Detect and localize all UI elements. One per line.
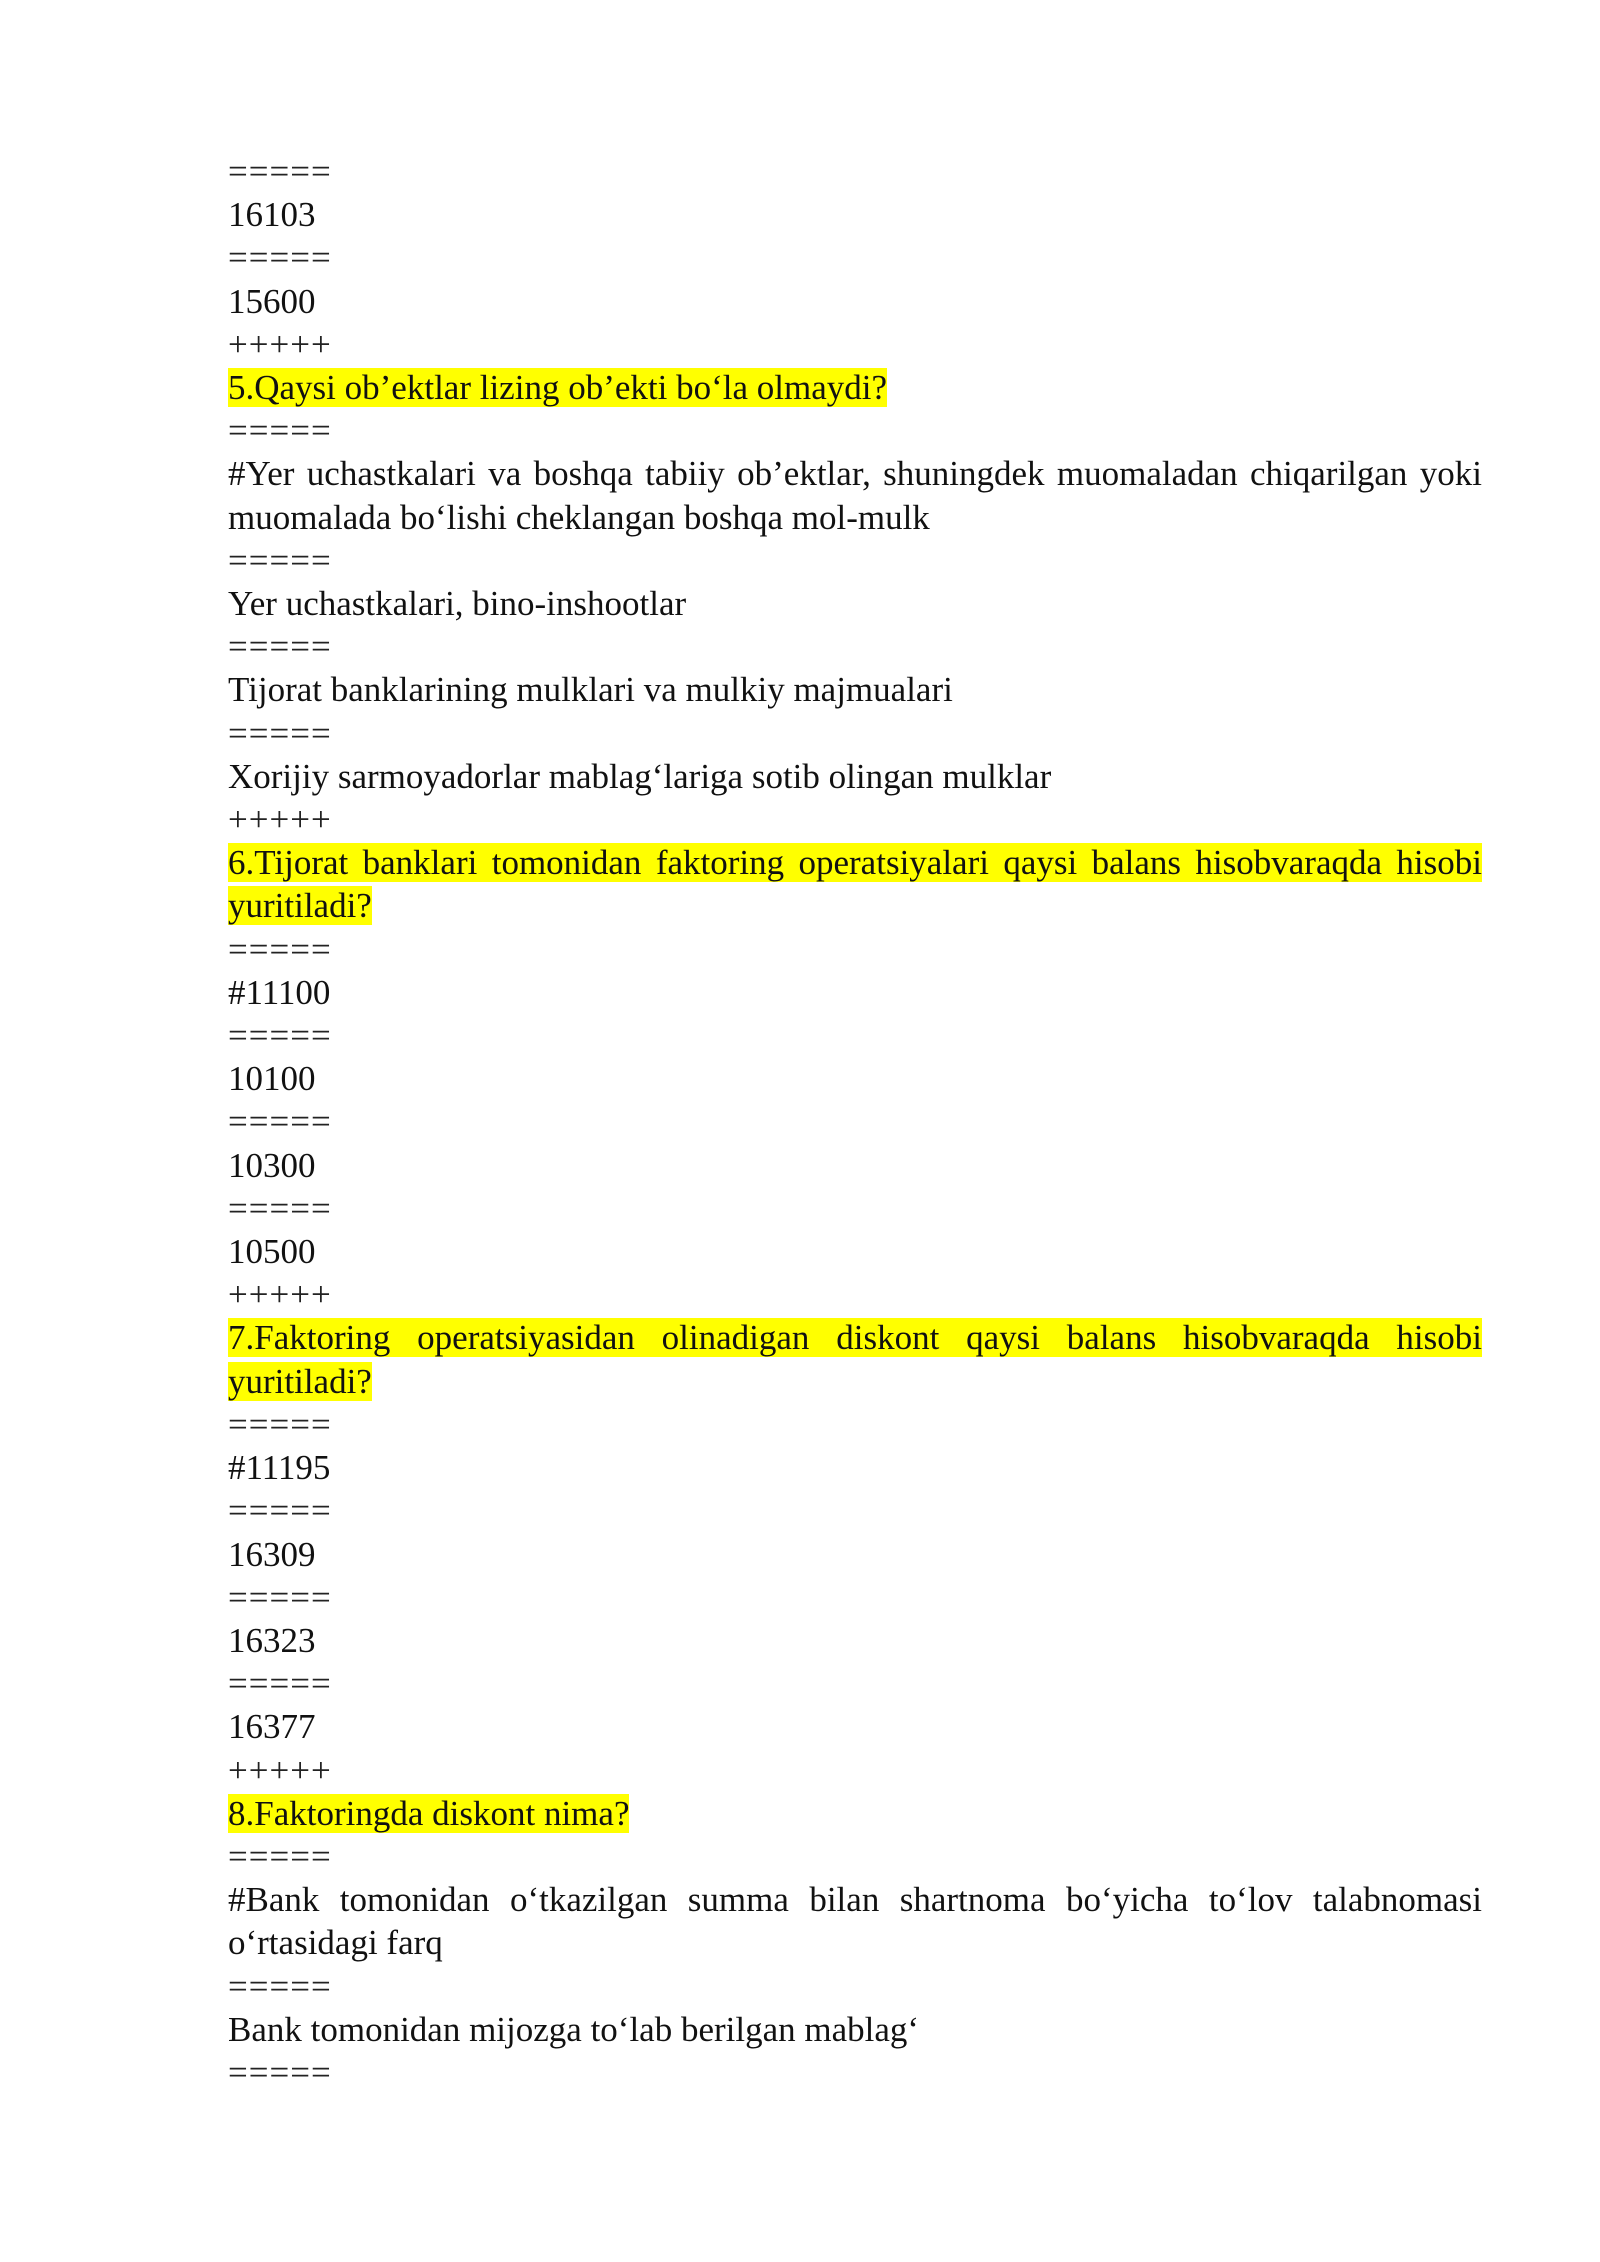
- question-separator: +++++: [228, 324, 332, 364]
- question-heading: [228, 366, 1482, 409]
- separator-line: =====: [228, 929, 332, 969]
- answer-option: 10300: [228, 1145, 316, 1185]
- correct-answer-option: #Yer uchastkalari va boshqa tabiiy ob’ektlar, shuningdek muomaladan chiqarilgan yoki muomalada bo‘lishi cheklangan boshqa mol-mulk: [228, 454, 1482, 537]
- separator-line: =====: [228, 1966, 332, 2006]
- separator-line: =====: [228, 1188, 332, 1228]
- separator-line: =====: [228, 713, 332, 753]
- separator-line: =====: [228, 1404, 332, 1444]
- separator-line: =====: [228, 2052, 332, 2092]
- separator-line: =====: [228, 540, 332, 580]
- question-separator: +++++: [228, 1275, 332, 1315]
- separator-line: =====: [228, 1016, 332, 1056]
- question-text: 7.Faktoring operatsiyasidan olinadigan diskont qaysi balans hisobvaraqda hisobi yuritiladi?: [228, 1318, 1482, 1401]
- separator-line: =====: [228, 1836, 332, 1876]
- question-text: 5.Qaysi ob’ektlar lizing ob’ekti bo‘la olmaydi?: [228, 368, 887, 408]
- separator-line: =====: [228, 411, 332, 451]
- question-heading: [228, 1316, 1482, 1402]
- question-text: 6.Tijorat banklari tomonidan faktoring operatsiyalari qaysi balans hisobvaraqda hisobi yuritiladi?: [228, 843, 1482, 926]
- question-heading: [228, 841, 1482, 927]
- question-separator: +++++: [228, 1750, 332, 1790]
- answer-option: Yer uchastkalari, bino-inshootlar: [228, 584, 687, 624]
- answer-option: 10100: [228, 1059, 316, 1099]
- question-separator: +++++: [228, 800, 332, 840]
- answer-option: Xorijiy sarmoyadorlar mablag‘lariga sotib olingan mulklar: [228, 756, 1052, 796]
- separator-line: =====: [228, 152, 332, 191]
- question-text: 8.Faktoringda diskont nima?: [228, 1793, 630, 1833]
- answer-option: 16103: [228, 195, 316, 235]
- answer-option: Bank tomonidan mijozga to‘lab berilgan mablag‘: [228, 2009, 920, 2049]
- separator-line: =====: [228, 238, 332, 278]
- answer-option: 16323: [228, 1620, 316, 1660]
- separator-line: =====: [228, 1102, 332, 1142]
- answer-option: 10500: [228, 1232, 316, 1272]
- separator-line: =====: [228, 1664, 332, 1704]
- answer-option: Tijorat banklarining mulklari va mulkiy majmualari: [228, 670, 953, 710]
- separator-line: =====: [228, 1491, 332, 1531]
- correct-answer-option: #11195: [228, 1448, 331, 1488]
- correct-answer-option: #Bank tomonidan o‘tkazilgan summa bilan shartnoma bo‘yicha to‘lov talabnomasi o‘rtasidagi farq: [228, 1880, 1482, 1963]
- separator-line: =====: [228, 627, 332, 667]
- separator-line: =====: [228, 1577, 332, 1617]
- answer-option: 15600: [228, 281, 316, 321]
- question-heading: [228, 1792, 1482, 1835]
- answer-option: 16377: [228, 1707, 316, 1747]
- correct-answer-option: #11100: [228, 972, 331, 1012]
- document-body: [228, 150, 1482, 2094]
- answer-option: 16309: [228, 1534, 316, 1574]
